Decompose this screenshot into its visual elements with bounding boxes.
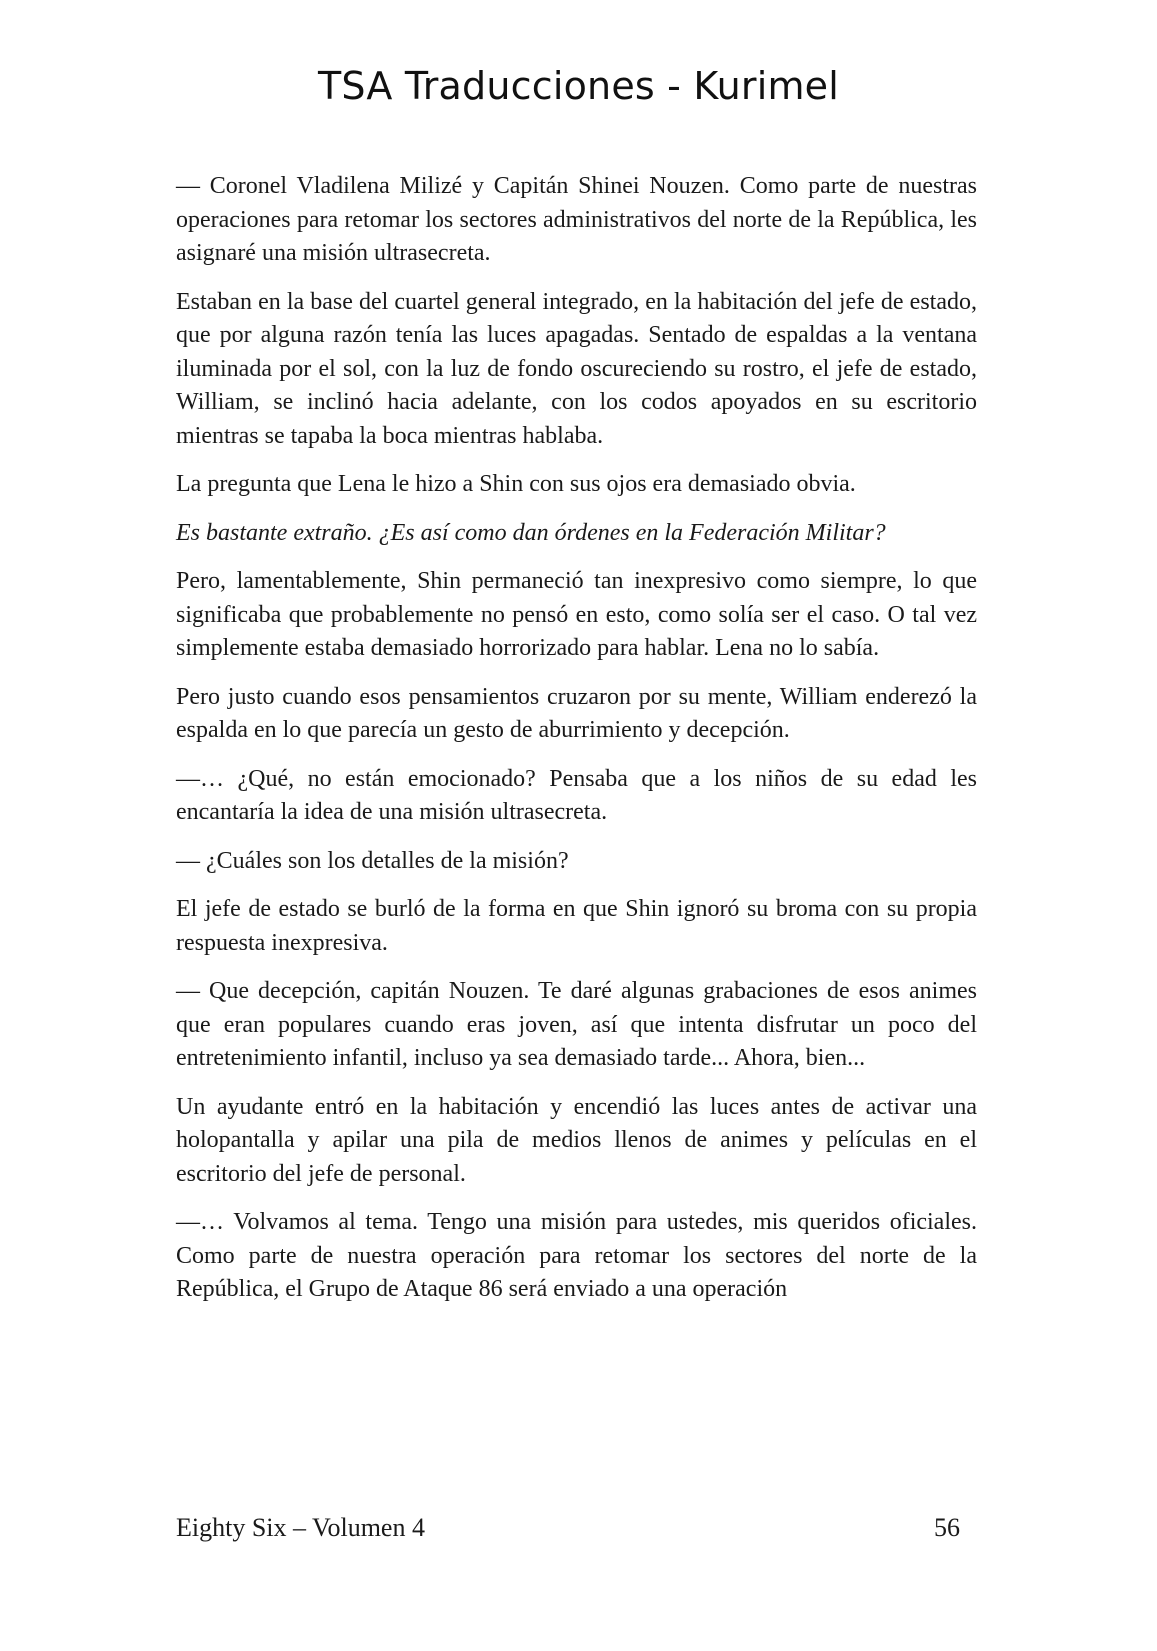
paragraph: — Que decepción, capitán Nouzen. Te daré algunas grabaciones de esos animes que eran populares cuando eras joven, así que intenta disfrutar un poco del entretenimiento infantil, incluso ya sea demasiado tarde... Ahora, bien... (176, 978, 977, 1071)
body-text (176, 170, 977, 1322)
paragraph: —… ¿Qué, no están emocionado? Pensaba que a los niños de su edad les encantaría la idea de una misión ultrasecreta. (176, 765, 977, 825)
paragraph: El jefe de estado se burló de la forma en que Shin ignoró su broma con su propia respuesta inexpresiva. (176, 896, 977, 956)
paragraph: Un ayudante entró en la habitación y encendió las luces antes de activar una holopantalla y apilar una pila de medios llenos de animes y películas en el escritorio del jefe de personal. (176, 1093, 977, 1187)
paragraph: —… Volvamos al tema. Tengo una misión para ustedes, mis queridos oficiales. Como parte de nuestra operación para retomar los sectores del norte de la República, el Grupo de Ataque 86 será enviado a una operación (176, 1209, 977, 1302)
paragraph-italic-thought: Es bastante extraño. ¿Es así como dan órdenes en la Federación Militar? (176, 519, 886, 546)
paragraph: La pregunta que Lena le hizo a Shin con sus ojos era demasiado obvia. (176, 471, 856, 497)
paragraph: Estaban en la base del cuartel general integrado, en la habitación del jefe de estado, que por alguna razón tenía las luces apagadas. Sentado de espaldas a la ventana iluminada por el sol, con la luz de fondo oscureciendo su rostro, el jefe de estado, William, se inclinó hacia adelante, con los codos apoyados en su escritorio mientras se tapaba la boca mientras hablaba. (176, 288, 977, 449)
footer-page-number: 56 (934, 1513, 960, 1542)
page-header-title: TSA Traducciones - Kurimel (317, 64, 840, 108)
paragraph: Pero, lamentablemente, Shin permaneció tan inexpresivo como siempre, lo que significaba que probablemente no pensó en esto, como solía ser el caso. O tal vez simplemente estaba demasiado horrorizado para hablar. Lena no lo sabía. (176, 568, 977, 661)
paragraph: — Coronel Vladilena Milizé y Capitán Shinei Nouzen. Como parte de nuestras operaciones para retomar los sectores administrativos del norte de la República, les asignaré una misión ultrasecreta. (176, 173, 977, 266)
paragraph: — ¿Cuáles son los detalles de la misión? (176, 847, 569, 874)
footer-book-title: Eighty Six – Volumen 4 (176, 1513, 425, 1542)
paragraph: Pero justo cuando esos pensamientos cruzaron por su mente, William enderezó la espalda en lo que parecía un gesto de aburrimiento y decepción. (176, 683, 977, 743)
